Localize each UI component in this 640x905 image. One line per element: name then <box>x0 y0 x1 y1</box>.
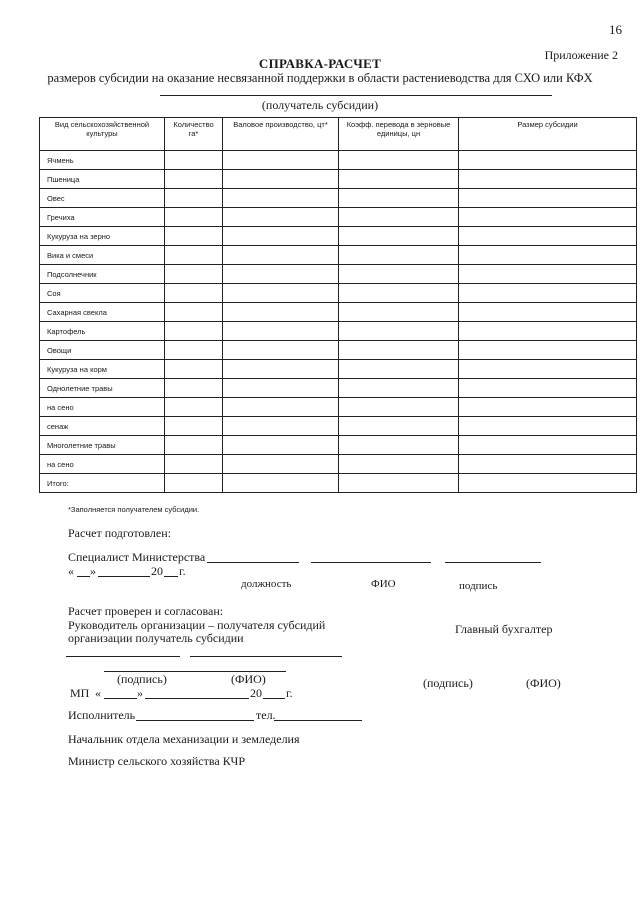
gross-production-cell <box>223 151 339 170</box>
crop-name-cell: Овес <box>40 189 165 208</box>
hectares-cell <box>165 170 223 189</box>
table-row <box>40 455 637 474</box>
crop-name-cell: сенаж <box>40 417 165 436</box>
head-signature-caption: (подпись) <box>117 672 167 686</box>
recipient-organization-label: организации получатель субсидии <box>68 631 244 645</box>
crop-name-cell: Картофель <box>40 322 165 341</box>
coefficient-cell <box>339 398 459 417</box>
crop-name-cell: Пшеница <box>40 170 165 189</box>
table-row <box>40 322 637 341</box>
coefficient-cell <box>339 474 459 493</box>
crop-name-cell: Соя <box>40 284 165 303</box>
subsidy-amount-cell <box>459 379 637 398</box>
hectares-cell <box>165 379 223 398</box>
head-signature-line <box>66 656 180 657</box>
approved-month-line <box>145 698 249 699</box>
table-row <box>40 436 637 455</box>
coefficient-cell <box>339 246 459 265</box>
signature-caption: подпись <box>459 580 498 592</box>
head-fio-caption: (ФИО) <box>231 672 266 686</box>
table-row <box>40 151 637 170</box>
subsidy-amount-cell <box>459 208 637 227</box>
table-row <box>40 265 637 284</box>
crop-name-cell: Многолетние травы <box>40 436 165 455</box>
gross-production-cell <box>223 436 339 455</box>
subsidy-amount-cell <box>459 417 637 436</box>
coefficient-cell <box>339 341 459 360</box>
column-header-conversion-coefficient: Коэфф. перевода в зерновые единицы, цн <box>339 118 459 151</box>
subsidy-amount-cell <box>459 436 637 455</box>
crop-name-cell: Овощи <box>40 341 165 360</box>
crop-name-cell: Гречиха <box>40 208 165 227</box>
hectares-cell <box>165 417 223 436</box>
subsidy-amount-cell <box>459 265 637 284</box>
subsidy-amount-cell <box>459 360 637 379</box>
subsidy-amount-cell <box>459 322 637 341</box>
gross-production-cell <box>223 303 339 322</box>
subsidy-amount-cell <box>459 455 637 474</box>
coefficient-cell <box>339 379 459 398</box>
table-row <box>40 246 637 265</box>
hectares-cell <box>165 151 223 170</box>
phone-line <box>274 720 362 721</box>
executor-name-line <box>136 720 254 721</box>
coefficient-cell <box>339 284 459 303</box>
executor-label: Исполнитель <box>68 708 136 722</box>
crop-name-cell: Сахарная свекла <box>40 303 165 322</box>
crop-name-cell: Однолетние травы <box>40 379 165 398</box>
minister-label: Министр сельского хозяйства КЧР <box>68 754 246 768</box>
coefficient-cell <box>339 227 459 246</box>
coefficient-cell <box>339 151 459 170</box>
subsidy-table <box>39 117 637 493</box>
table-row <box>40 170 637 189</box>
gross-production-cell <box>223 322 339 341</box>
column-header-gross-production: Валовое производство, цт* <box>223 118 339 151</box>
column-header-crop: Вид сельскохозяйственной культуры <box>40 118 165 151</box>
approved-date-open: « <box>95 686 101 700</box>
crop-name-cell: Ячмень <box>40 151 165 170</box>
gross-production-cell <box>223 474 339 493</box>
table-row <box>40 360 637 379</box>
page-number: 16 <box>609 22 622 37</box>
subsidy-amount-cell <box>459 170 637 189</box>
prepared-year-line <box>164 576 178 577</box>
hectares-cell <box>165 474 223 493</box>
hectares-cell <box>165 284 223 303</box>
crop-name-cell: на сено <box>40 455 165 474</box>
prepared-month-line <box>98 576 150 577</box>
coefficient-cell <box>339 189 459 208</box>
recipient-label: (получатель субсидии) <box>261 98 379 112</box>
gross-production-cell <box>223 284 339 303</box>
approved-year-prefix: 20 <box>250 686 262 700</box>
table-header-row <box>40 118 637 151</box>
coefficient-cell <box>339 455 459 474</box>
specialist-fio-line <box>311 562 431 563</box>
specialist-label: Специалист Министерства <box>68 550 206 564</box>
prepared-date-close: » <box>90 564 96 578</box>
footnote: *Заполняется получателем субсидии. <box>68 505 200 514</box>
coefficient-cell <box>339 360 459 379</box>
crop-name-cell: Итого: <box>40 474 165 493</box>
gross-production-cell <box>223 455 339 474</box>
specialist-position-line <box>207 562 299 563</box>
prepared-year-prefix: 20 <box>151 564 163 578</box>
hectares-cell <box>165 341 223 360</box>
approved-label: Расчет проверен и согласован: <box>68 604 224 618</box>
subsidy-amount-cell <box>459 189 637 208</box>
subsidy-amount-cell <box>459 341 637 360</box>
gross-production-cell <box>223 265 339 284</box>
head-of-department-label: Начальник отдела механизации и земледелия <box>68 732 300 746</box>
table-row <box>40 417 637 436</box>
fio-caption: ФИО <box>371 578 396 590</box>
prepared-year-suffix: г. <box>179 564 186 578</box>
hectares-cell <box>165 398 223 417</box>
coefficient-cell <box>339 170 459 189</box>
hectares-cell <box>165 189 223 208</box>
table-row <box>40 379 637 398</box>
hectares-cell <box>165 322 223 341</box>
approved-date-close: » <box>137 686 143 700</box>
approved-year-line <box>263 698 285 699</box>
subsidy-amount-cell <box>459 303 637 322</box>
table-row <box>40 189 637 208</box>
subsidy-amount-cell <box>459 151 637 170</box>
gross-production-cell <box>223 417 339 436</box>
gross-production-cell <box>223 379 339 398</box>
phone-label: тел. <box>256 708 276 722</box>
stamp-place-label: МП <box>70 686 90 700</box>
gross-production-cell <box>223 341 339 360</box>
crop-name-cell: на сено <box>40 398 165 417</box>
table-row <box>40 474 637 493</box>
gross-production-cell <box>223 208 339 227</box>
specialist-signature-line <box>445 562 541 563</box>
hectares-cell <box>165 208 223 227</box>
crop-name-cell: Кукуруза на зерно <box>40 227 165 246</box>
table-row <box>40 398 637 417</box>
subsidy-amount-cell <box>459 227 637 246</box>
subsidy-amount-cell <box>459 246 637 265</box>
table-row <box>40 227 637 246</box>
prepared-date-open: « <box>68 564 74 578</box>
position-caption: должность <box>241 578 292 590</box>
document-title: СПРАВКА-РАСЧЕТ <box>258 56 382 71</box>
accountant-signature-caption: (подпись) <box>423 676 473 690</box>
head-of-organization-label: Руководитель организации – получателя субсидий <box>68 618 326 632</box>
hectares-cell <box>165 455 223 474</box>
coefficient-cell <box>339 417 459 436</box>
gross-production-cell <box>223 360 339 379</box>
gross-production-cell <box>223 398 339 417</box>
table-row <box>40 284 637 303</box>
head-fio-line <box>190 656 342 657</box>
coefficient-cell <box>339 265 459 284</box>
appendix-label: Приложение 2 <box>544 48 618 62</box>
hectares-cell <box>165 436 223 455</box>
subsidy-amount-cell <box>459 284 637 303</box>
chief-accountant-label: Главный бухгалтер <box>455 622 553 636</box>
hectares-cell <box>165 227 223 246</box>
hectares-cell <box>165 246 223 265</box>
hectares-cell <box>165 303 223 322</box>
recipient-blank-line <box>160 95 552 96</box>
gross-production-cell <box>223 189 339 208</box>
approved-year-suffix: г. <box>286 686 293 700</box>
gross-production-cell <box>223 227 339 246</box>
hectares-cell <box>165 265 223 284</box>
approved-day-line <box>104 698 137 699</box>
table-row <box>40 341 637 360</box>
crop-name-cell: Кукуруза на корм <box>40 360 165 379</box>
subsidy-amount-cell <box>459 398 637 417</box>
subsidy-amount-cell <box>459 474 637 493</box>
table-row <box>40 303 637 322</box>
prepared-day-line <box>77 576 90 577</box>
coefficient-cell <box>339 436 459 455</box>
coefficient-cell <box>339 303 459 322</box>
accountant-fio-caption: (ФИО) <box>526 676 561 690</box>
gross-production-cell <box>223 246 339 265</box>
coefficient-cell <box>339 208 459 227</box>
gross-production-cell <box>223 170 339 189</box>
document-subtitle: размеров субсидии на оказание несвязанной поддержки в области растениеводства для СХО или КФХ <box>47 71 593 85</box>
hectares-cell <box>165 360 223 379</box>
crop-name-cell: Вика и смеси <box>40 246 165 265</box>
column-header-hectares: Количество га* <box>165 118 223 151</box>
column-header-subsidy-amount: Размер субсидии <box>459 118 637 151</box>
table-row <box>40 208 637 227</box>
crop-name-cell: Подсолнечник <box>40 265 165 284</box>
coefficient-cell <box>339 322 459 341</box>
prepared-label: Расчет подготовлен: <box>68 526 172 540</box>
